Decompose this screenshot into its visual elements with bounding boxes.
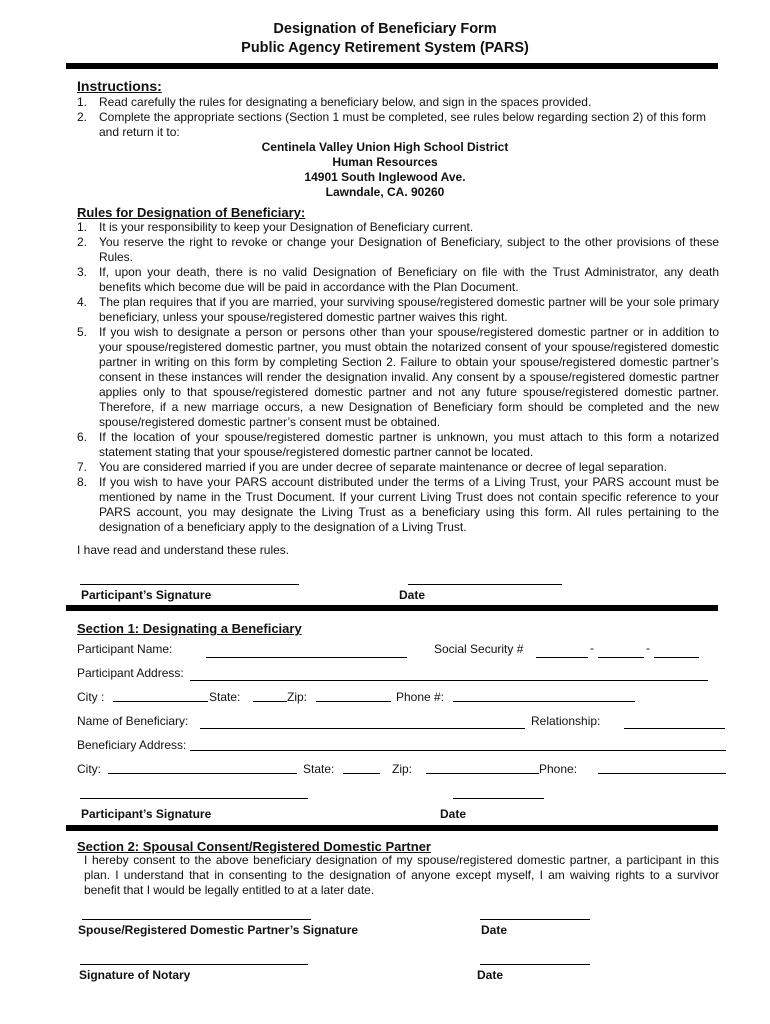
notary-signature-label: Signature of Notary bbox=[79, 968, 191, 982]
zip-field[interactable] bbox=[316, 701, 391, 702]
participant-address-label: Participant Address: bbox=[77, 666, 184, 680]
phone-label: Phone #: bbox=[396, 690, 445, 704]
rule-text: If you wish to designate a person or persons other than your spouse/registered domestic partner or in addition to your spouse/registered domestic partner, you must obtain the notarized consent of your spouse/registered domestic partner in writing on this form by completing Section 2. Failure to obtain your spouse/registered domestic partner’s consent in these instances will render the designation invalid. Any consent by a spouse/registered domestic partner applies only to that spouse/registered domestic partner and not any future spouse/registered domestic partner. Therefore, if a new marriage occurs, a new Designation of Beneficiary form should be completed and the new spouse/registered domestic partner’s consent must be obtained. bbox=[99, 325, 719, 429]
section1-divider bbox=[66, 605, 718, 611]
ssn-field-1[interactable] bbox=[536, 657, 588, 658]
state-label: State: bbox=[303, 762, 335, 776]
rule-number: 5. bbox=[77, 325, 88, 339]
zip-label: Zip: bbox=[287, 690, 308, 704]
city-field[interactable] bbox=[113, 701, 208, 702]
spousal-consent-text: I hereby consent to the above beneficiary designation of my spouse/registered domestic partner, a participant in this plan. I understand that in consenting to the designation of anyone except myself, I am waiving rights to a survivor benefit that I would be legally entitled to at a later date. bbox=[84, 853, 719, 897]
participant-name-label: Participant Name: bbox=[77, 642, 173, 656]
participant-address-field[interactable] bbox=[190, 680, 708, 681]
instruction-text: Complete the appropriate sections (Section 1 must be completed, see rules below regarding section 2) of this form and return it to: bbox=[99, 110, 706, 139]
rule-number: 1. bbox=[77, 220, 88, 234]
section1-heading: Section 1: Designating a Beneficiary bbox=[77, 621, 302, 636]
date-label: Date bbox=[481, 923, 508, 937]
participant-name-field[interactable] bbox=[206, 657, 407, 658]
beneficiary-name-field[interactable] bbox=[200, 728, 525, 729]
rule-item bbox=[77, 475, 719, 535]
participant-signature-line[interactable] bbox=[80, 584, 299, 585]
section2-divider bbox=[66, 825, 718, 831]
address-line: 14901 South Inglewood Ave. bbox=[304, 170, 466, 184]
rule-number: 6. bbox=[77, 430, 88, 444]
state-label: State: bbox=[209, 690, 241, 704]
rule-item bbox=[77, 220, 719, 235]
rule-text: The plan requires that if you are married, your surviving spouse/registered domestic partner will be your sole primary beneficiary, unless your spouse/registered domestic partner waives this right. bbox=[99, 295, 719, 324]
state-field[interactable] bbox=[253, 701, 287, 702]
rule-item bbox=[77, 295, 719, 325]
header-divider bbox=[66, 63, 718, 69]
date-line[interactable] bbox=[480, 919, 590, 920]
city-label: City : bbox=[77, 690, 105, 704]
address-line: Lawndale, CA. 90260 bbox=[325, 185, 445, 199]
relationship-field[interactable] bbox=[624, 728, 725, 729]
rule-text: If, upon your death, there is no valid Designation of Beneficiary on file with the Trust Administrator, any death benefits which become due will be paid in accordance with the Plan Document. bbox=[99, 265, 719, 294]
date-line[interactable] bbox=[408, 584, 562, 585]
date-line[interactable] bbox=[453, 798, 544, 799]
date-label: Date bbox=[440, 807, 467, 821]
date-label: Date bbox=[399, 588, 426, 602]
rule-item bbox=[77, 265, 719, 295]
rule-number: 8. bbox=[77, 475, 88, 489]
participant-signature-line[interactable] bbox=[80, 798, 308, 799]
rule-number: 3. bbox=[77, 265, 88, 279]
date-line[interactable] bbox=[480, 964, 590, 965]
participant-signature-label: Participant’s Signature bbox=[81, 807, 212, 821]
beneficiary-city-field[interactable] bbox=[108, 773, 297, 774]
ssn-label: Social Security # bbox=[434, 642, 524, 656]
instructions-heading: Instructions: bbox=[77, 78, 162, 94]
rule-item bbox=[77, 325, 719, 430]
rule-text: It is your responsibility to keep your Designation of Beneficiary current. bbox=[99, 220, 474, 234]
relationship-label: Relationship: bbox=[531, 714, 601, 728]
form-title: Designation of Beneficiary Form bbox=[273, 21, 497, 37]
city-label: City: bbox=[77, 762, 101, 776]
zip-label: Zip: bbox=[392, 762, 413, 776]
rule-item bbox=[77, 235, 719, 265]
return-address bbox=[0, 140, 770, 200]
date-label: Date bbox=[477, 968, 504, 982]
rule-text: You reserve the right to revoke or change your Designation of Beneficiary, subject to the other provisions of these Rules. bbox=[99, 235, 719, 264]
rule-text: If you wish to have your PARS account distributed under the terms of a Living Trust, your PARS account must be mentioned by name in the Trust Document. If your current Living Trust does not contain specific reference to your PARS account, you may designate the Living Trust as a beneficiary using this form. All rules pertaining to the designation of a beneficiary apply to the designation of a Living Trust. bbox=[99, 475, 719, 534]
ssn-dash: - bbox=[590, 641, 594, 655]
instruction-item bbox=[77, 95, 719, 110]
section2-heading: Section 2: Spousal Consent/Registered Domestic Partner bbox=[77, 839, 431, 854]
rule-text: If the location of your spouse/registered domestic partner is unknown, you must attach to this form a notarized statement stating that your spouse/registered domestic partner cannot be located. bbox=[99, 430, 719, 459]
beneficiary-phone-field[interactable] bbox=[598, 773, 726, 774]
phone-label: Phone: bbox=[539, 762, 578, 776]
instructions-list bbox=[77, 95, 719, 140]
beneficiary-state-field[interactable] bbox=[343, 773, 380, 774]
instruction-number: 2. bbox=[77, 110, 88, 124]
participant-signature-label: Participant’s Signature bbox=[81, 588, 212, 602]
ssn-field-3[interactable] bbox=[654, 657, 699, 658]
beneficiary-address-label: Beneficiary Address: bbox=[77, 738, 187, 752]
beneficiary-zip-field[interactable] bbox=[426, 773, 539, 774]
rule-number: 2. bbox=[77, 235, 88, 249]
acknowledgement-text: I have read and understand these rules. bbox=[77, 543, 290, 557]
rules-list bbox=[77, 220, 719, 535]
instruction-number: 1. bbox=[77, 95, 88, 109]
instruction-item bbox=[77, 110, 719, 140]
rule-number: 4. bbox=[77, 295, 88, 309]
address-line: Human Resources bbox=[332, 155, 438, 169]
ssn-dash: - bbox=[646, 641, 650, 655]
beneficiary-name-label: Name of Beneficiary: bbox=[77, 714, 189, 728]
address-line: Centinela Valley Union High School District bbox=[261, 140, 509, 154]
rules-heading: Rules for Designation of Beneficiary: bbox=[77, 205, 306, 220]
beneficiary-address-field[interactable] bbox=[190, 750, 726, 751]
instruction-text: Read carefully the rules for designating a beneficiary below, and sign in the spaces provided. bbox=[99, 95, 592, 109]
rule-text: You are considered married if you are under decree of separate maintenance or decree of legal separation. bbox=[99, 460, 667, 474]
rule-number: 7. bbox=[77, 460, 88, 474]
rule-item bbox=[77, 460, 719, 475]
form-subtitle: Public Agency Retirement System (PARS) bbox=[241, 40, 529, 56]
ssn-field-2[interactable] bbox=[598, 657, 644, 658]
spouse-signature-label: Spouse/Registered Domestic Partner’s Signature bbox=[78, 923, 359, 937]
rule-item bbox=[77, 430, 719, 460]
phone-field[interactable] bbox=[453, 701, 635, 702]
spouse-signature-line[interactable] bbox=[82, 919, 311, 920]
notary-signature-line[interactable] bbox=[80, 964, 308, 965]
